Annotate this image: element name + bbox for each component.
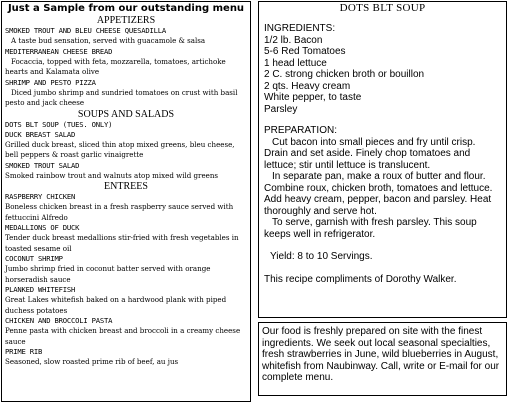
recipe-panel <box>258 1 507 318</box>
menu-item-desc: Seasoned, slow roasted prime rib of beef, au jus <box>5 357 179 366</box>
about-text: Our food is freshly prepared on site with the finest ingredients. We seek out local seasonal specialties, fresh strawberries in June, wild blueberries in August, whitefish from Naubinway. Call, write or E-mail for our complete menu. <box>262 326 500 383</box>
section-heading-appetizers: APPETIZERS <box>96 15 156 26</box>
menu-item-desc: Penne pasta with chicken breast and broccoli in a creamy cheese sauce <box>5 326 241 346</box>
menu-item-name: PLANKED WHITEFISH <box>5 285 76 294</box>
menu-item-desc: Boneless chicken breast in a fresh raspberry sauce served with fettuccini Alfredo <box>5 202 234 222</box>
menu-item-name: MEDALLIONS OF DUCK <box>5 223 80 232</box>
menu-item-name: MEDITERRANEAN CHEESE BREAD <box>5 46 113 56</box>
ingredient-item: 1 head lettuce <box>264 57 327 69</box>
preparation-step: In separate pan, make a roux of butter and flour. Combine roux, chicken broth, tomatoes and lettuce. Add heavy cream, pepper, bacon and parsley. Heat thoroughly and serve hot. <box>264 171 493 217</box>
preparation-step: Cut bacon into small pieces and fry until crisp. Drain and set aside. Finely chop tomatoes and lettuce; stir until lettuce is translucent. <box>264 136 476 171</box>
ingredient-item: 1/2 lb. Bacon <box>264 34 323 46</box>
menu-item-name: SHRIMP AND PESTO PIZZA <box>5 77 96 87</box>
ingredient-item: 2 qts. Heavy cream <box>264 80 351 92</box>
menu-item-desc: Great Lakes whitefish baked on a hardwood plank with piped duchess potatoes <box>5 295 227 315</box>
menu-item-desc: Tender duck breast medallions stir-fried with fresh vegetables in toasted sesame oil <box>5 233 239 253</box>
menu-title: Just a Sample from our outstanding menu <box>7 3 245 14</box>
menu-item-name: DUCK BREAST SALAD <box>5 129 76 139</box>
recipe-credit: This recipe compliments of Dorothy Walker. <box>264 273 457 285</box>
menu-item-name: PRIME RIB <box>5 347 43 356</box>
menu-item-name: CHICKEN AND BROCCOLI PASTA <box>5 316 113 325</box>
menu-item-name: SMOKED TROUT AND BLEU CHEESE QUESADILLA <box>5 26 166 35</box>
ingredient-item: Parsley <box>264 103 298 115</box>
preparation-label: PREPARATION: <box>264 125 337 136</box>
ingredient-item: 5-6 Red Tomatoes <box>264 46 346 57</box>
menu-item-desc: Smoked rainbow trout and walnuts atop mixed wild greens <box>5 170 219 180</box>
section-heading-soups-salads: SOUPS AND SALADS <box>77 108 175 120</box>
about-panel <box>258 322 507 396</box>
menu-item-name: SMOKED TROUT SALAD <box>5 160 80 170</box>
menu-item-desc: Diced jumbo shrimp and sundried tomatoes on crust with basil pesto and jack cheese <box>5 87 238 107</box>
menu-panel <box>1 1 251 402</box>
menu-item-name: RASPBERRY CHICKEN <box>5 192 76 201</box>
preparation-step: To serve, garnish with fresh parsley. This soup keeps well in refrigerator. <box>264 217 477 240</box>
menu-item-desc: Jumbo shrimp fried in coconut batter served with orange horseradish sauce <box>5 264 211 284</box>
menu-item-name: DOTS BLT SOUP (TUES. ONLY) <box>5 119 113 129</box>
ingredients-label: INGREDIENTS: <box>264 23 336 34</box>
section-heading-entrees: ENTREES <box>104 181 148 192</box>
recipe-title: DOTS BLT SOUP <box>339 2 426 14</box>
menu-item-desc: Grilled duck breast, sliced thin atop mixed greens, bleu cheese, bell peppers & roast garlic vinaigrette <box>5 139 235 159</box>
menu-item-name: COCONUT SHRIMP <box>5 254 63 263</box>
menu-item-desc: A taste bud sensation, served with guacamole & salsa <box>11 36 206 45</box>
menu-item-desc: Focaccia, topped with feta, mozzarella, tomatoes, artichoke hearts and Kalamata olive <box>5 56 226 76</box>
ingredient-item: White pepper, to taste <box>264 92 362 103</box>
recipe-yield: Yield: 8 to 10 Servings. <box>270 251 373 262</box>
ingredient-item: 2 C. strong chicken broth or bouillon <box>264 69 425 80</box>
